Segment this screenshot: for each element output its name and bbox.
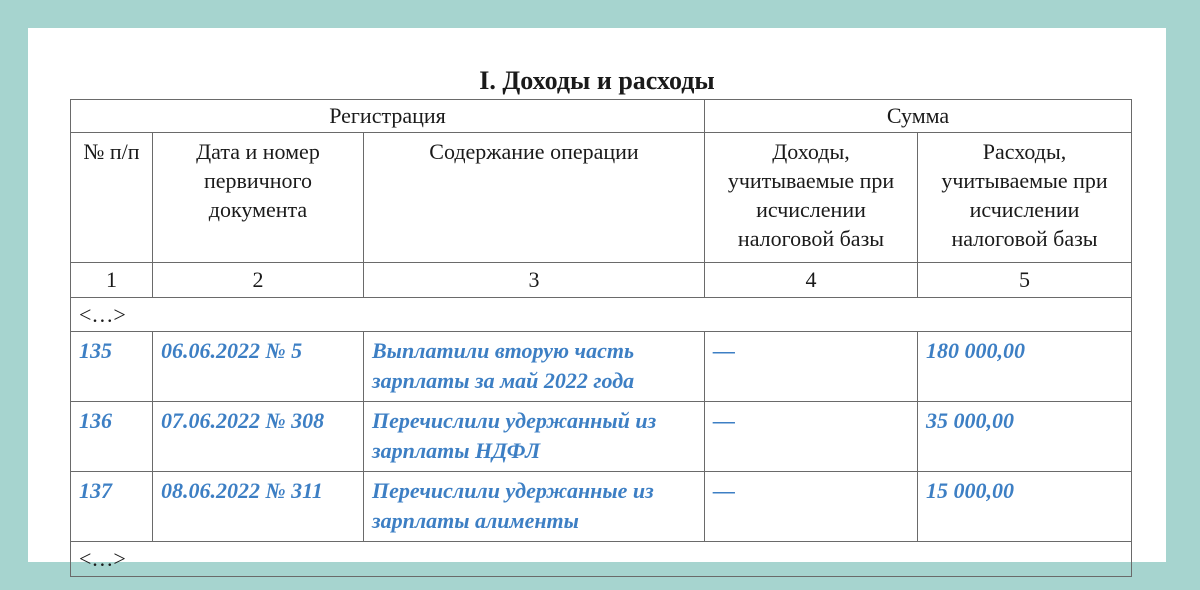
row-income: — <box>705 472 918 542</box>
ellipsis-marker: <…> <box>71 542 1132 577</box>
column-header-content: Содержание операции <box>364 133 705 263</box>
column-number-row <box>71 263 1132 298</box>
column-number: 2 <box>153 263 364 298</box>
row-income: — <box>705 402 918 472</box>
row-income: — <box>705 332 918 402</box>
row-number: 136 <box>71 402 153 472</box>
table-row <box>71 472 1132 542</box>
row-content: Перечислили удержанные из зарплаты алименты <box>364 472 705 542</box>
omitted-rows-top <box>71 298 1132 332</box>
column-number: 4 <box>705 263 918 298</box>
column-header-document: Дата и номер первичного документа <box>153 133 364 263</box>
column-header-expense: Расходы, учитываемые при исчислении налоговой базы <box>918 133 1132 263</box>
row-document: 07.06.2022 № 308 <box>153 402 364 472</box>
row-number: 135 <box>71 332 153 402</box>
group-header-amount: Сумма <box>705 100 1132 133</box>
column-number: 5 <box>918 263 1132 298</box>
column-header-income: Доходы, учитываемые при исчислении налоговой базы <box>705 133 918 263</box>
document-panel <box>28 28 1166 571</box>
row-document: 06.06.2022 № 5 <box>153 332 364 402</box>
omitted-rows-bottom <box>71 542 1132 577</box>
row-expense: 35 000,00 <box>918 402 1132 472</box>
table-row <box>71 332 1132 402</box>
ellipsis-marker: <…> <box>71 298 1132 332</box>
column-header-row <box>71 133 1132 263</box>
ledger-table <box>70 99 1132 577</box>
row-content: Перечислили удержанный из зарплаты НДФЛ <box>364 402 705 472</box>
row-document: 08.06.2022 № 311 <box>153 472 364 542</box>
column-number: 3 <box>364 263 705 298</box>
table-row <box>71 402 1132 472</box>
group-header-registration: Регистрация <box>71 100 705 133</box>
row-expense: 180 000,00 <box>918 332 1132 402</box>
row-content: Выплатили вторую часть зарплаты за май 2022 года <box>364 332 705 402</box>
row-expense: 15 000,00 <box>918 472 1132 542</box>
row-number: 137 <box>71 472 153 542</box>
column-number: 1 <box>71 263 153 298</box>
table-title: I. Доходы и расходы <box>479 66 715 95</box>
group-header-row <box>71 100 1132 133</box>
column-header-number: № п/п <box>71 133 153 263</box>
